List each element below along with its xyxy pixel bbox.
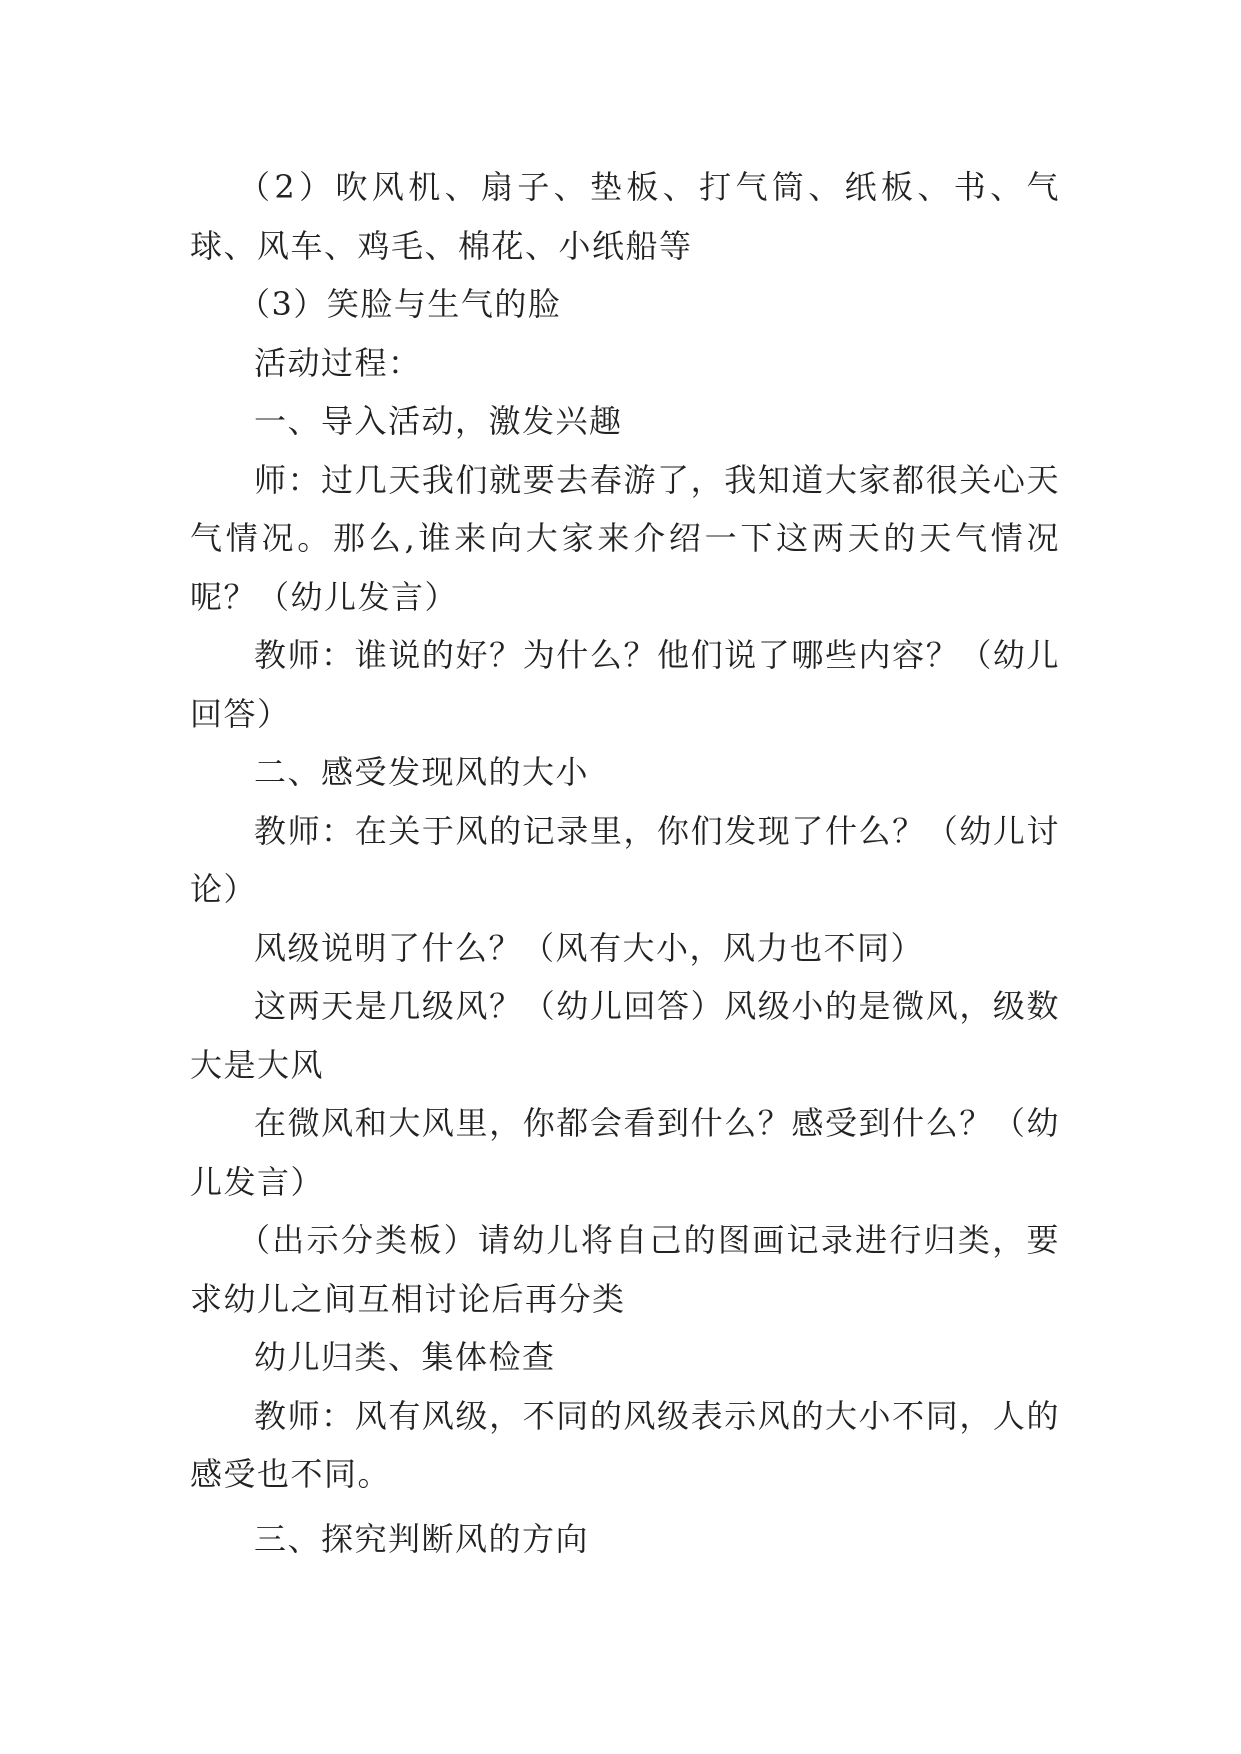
paragraph-activity-process: 活动过程：: [254, 343, 422, 382]
paragraph-wind-record: 教师：在关于风的记录里，你们发现了什么？（幼儿讨论）: [190, 811, 1060, 908]
paragraph-section-2-heading: 二、感受发现风的大小: [254, 753, 590, 791]
paragraph-classification-board: （出示分类板）请幼儿将自己的图画记录进行归类，要求幼儿之间互相讨论后再分类: [190, 1221, 1060, 1318]
paragraph-teacher-summary: 教师：风有风级，不同的风级表示风的大小不同，人的感受也不同。: [190, 1396, 1060, 1493]
paragraph-materials-2: （2）吹风机、扇子、垫板、打气筒、纸板、书、气球、风车、鸡毛、棉花、小纸船等: [190, 168, 1060, 265]
paragraph-section-3-heading: 三、探究判断风的方向: [254, 1519, 590, 1558]
paragraph-materials-3: （3）笑脸与生气的脸: [238, 285, 562, 323]
paragraph-section-1-heading: 一、导入活动，激发兴趣: [254, 402, 623, 440]
paragraph-wind-level-meaning: 风级说明了什么？（风有大小，风力也不同）: [254, 928, 925, 967]
paragraph-teacher-intro: 师：过几天我们就要去春游了，我知道大家都很关心天气情况。那么,谁来向大家来介绍一下这两天的天气情况呢？（幼儿发言）: [190, 460, 1060, 616]
paragraph-wind-level-days: 这两天是几级风？（幼儿回答）风级小的是微风，级数大是大风: [190, 987, 1060, 1084]
paragraph-children-check: 幼儿归类、集体检查: [254, 1338, 556, 1376]
paragraph-teacher-question: 教师：谁说的好？为什么？他们说了哪些内容？（幼儿回答）: [190, 636, 1060, 733]
document-body: [190, 158, 1060, 1568]
paragraph-breeze-and-gale: 在微风和大风里，你都会看到什么？感受到什么？（幼儿发言）: [190, 1104, 1060, 1201]
